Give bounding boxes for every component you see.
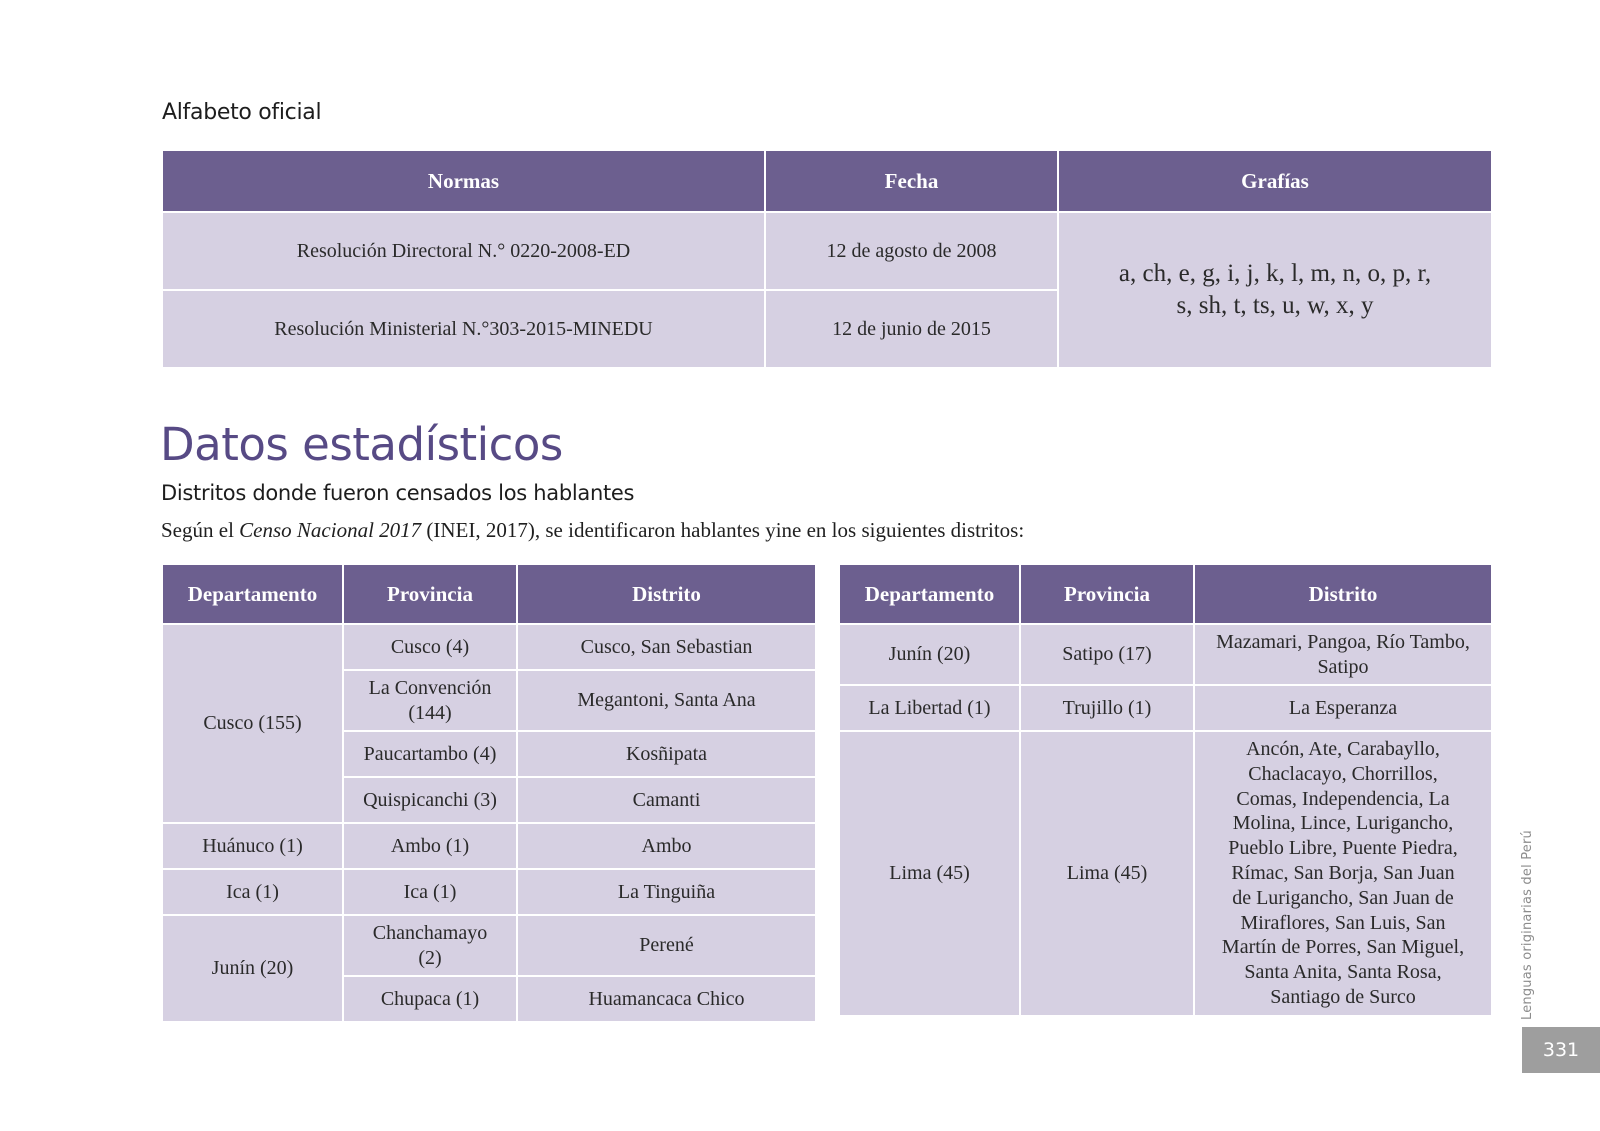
provincia-cell: Cusco (4) [343,624,517,670]
header-fecha: Fecha [765,150,1058,212]
table-row [839,685,1492,731]
grafias-line: s, sh, t, ts, u, w, x, y [1176,292,1374,319]
norma-cell: Resolución Directoral N.° 0220-2008-ED [162,212,765,290]
distrito-line: Santa Anita, Santa Rosa, [1244,961,1442,984]
distrito-cell: Perené [517,915,816,976]
table-row [839,624,1492,685]
distrito-line: de Lurigancho, San Juan de [1232,886,1454,909]
intro-text: Según el [161,518,240,542]
provincia-line: La Convención [368,676,492,699]
header-departamento: Departamento [839,564,1020,624]
stats-subheading: Distritos donde fueron censados los hablantes [161,481,635,505]
header-distrito: Distrito [517,564,816,624]
distrito-cell: Camanti [517,777,816,823]
distrito-line: Chaclacayo, Chorrillos, [1248,762,1438,785]
table-row [162,823,816,869]
distrito-line: Santiago de Surco [1270,985,1416,1008]
header-provincia: Provincia [343,564,517,624]
distrito-line: Mazamari, Pangoa, Río Tambo, [1216,630,1470,653]
distrito-cell: Cusco, San Sebastian [517,624,816,670]
districts-table-right [838,563,1493,1017]
table-row [162,212,1492,290]
grafias-line: a, ch, e, g, i, j, k, l, m, n, o, p, r, [1118,260,1432,287]
table-row [162,869,816,915]
alphabet-table [161,149,1493,369]
departamento-cell: Lima (45) [839,731,1020,1016]
distrito-line: Pueblo Libre, Puente Piedra, [1228,837,1458,860]
norma-cell: Resolución Ministerial N.°303-2015-MINEDU [162,290,765,368]
distrito-line: Comas, Independencia, La [1236,787,1450,810]
provincia-cell: Satipo (17) [1020,624,1194,685]
table-header-row [162,150,1492,212]
provincia-cell: Paucartambo (4) [343,731,517,777]
table-row [162,624,816,670]
header-departamento: Departamento [162,564,343,624]
provincia-cell: Ambo (1) [343,823,517,869]
distrito-cell [1194,731,1492,1016]
stats-intro [161,518,1024,543]
distrito-line: Ancón, Ate, Carabayllo, [1246,738,1440,760]
provincia-cell: Trujillo (1) [1020,685,1194,731]
header-grafias: Grafías [1058,150,1492,212]
departamento-cell: Junín (20) [162,915,343,1022]
intro-text: (INEI, 2017), se identificaron hablantes yine en los siguientes distritos: [421,518,1025,542]
distrito-line: Rímac, San Borja, San Juan [1231,861,1455,884]
fecha-cell: 12 de agosto de 2008 [765,212,1058,290]
distrito-cell: Megantoni, Santa Ana [517,670,816,731]
provincia-cell: Lima (45) [1020,731,1194,1016]
provincia-line: Chanchamayo [372,921,488,944]
provincia-line: (144) [408,701,452,724]
distrito-line: Martín de Porres, San Miguel, [1221,936,1465,959]
provincia-cell [343,915,517,976]
table-header-row [839,564,1492,624]
header-distrito: Distrito [1194,564,1492,624]
page-number: 331 [1522,1027,1600,1073]
grafias-cell [1058,212,1492,368]
departamento-cell: La Libertad (1) [839,685,1020,731]
header-provincia: Provincia [1020,564,1194,624]
distrito-cell: La Tinguiña [517,869,816,915]
distrito-line: Molina, Lince, Lurigancho, [1232,812,1454,835]
distrito-cell: Huamancaca Chico [517,976,816,1022]
distrito-line: Satipo [1317,655,1369,678]
fecha-cell: 12 de junio de 2015 [765,290,1058,368]
distrito-cell [1194,624,1492,685]
departamento-cell: Junín (20) [839,624,1020,685]
table-header-row [162,564,816,624]
districts-table-left [161,563,817,1023]
provincia-cell: Chupaca (1) [343,976,517,1022]
header-normas: Normas [162,150,765,212]
stats-heading: Datos estadísticos [160,418,563,471]
departamento-cell: Cusco (155) [162,624,343,823]
provincia-cell: Quispicanchi (3) [343,777,517,823]
departamento-cell: Huánuco (1) [162,823,343,869]
provincia-cell: Ica (1) [343,869,517,915]
table-row [162,915,816,976]
distrito-line: Miraflores, San Luis, San [1240,911,1446,934]
table-row [839,731,1492,1016]
alphabet-heading: Alfabeto oficial [162,100,322,125]
distrito-cell: La Esperanza [1194,685,1492,731]
distrito-cell: Ambo [517,823,816,869]
side-running-title-text: Lenguas originarias del Perú [1520,830,1535,1020]
intro-census-title: Censo Nacional 2017 [239,518,422,542]
departamento-cell: Ica (1) [162,869,343,915]
distrito-cell: Kosñipata [517,731,816,777]
provincia-cell [343,670,517,731]
provincia-line: (2) [418,946,442,969]
